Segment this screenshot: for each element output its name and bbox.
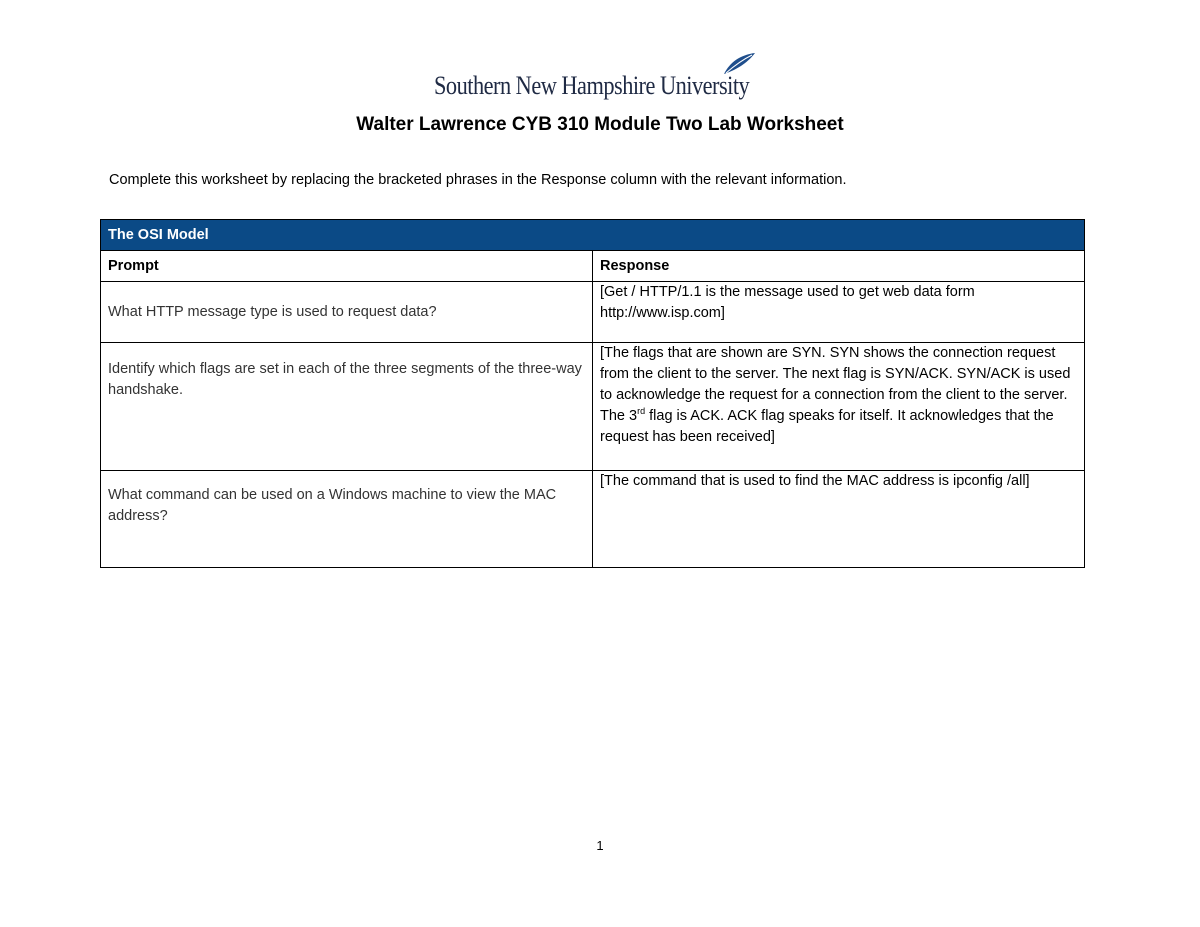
page-title: Walter Lawrence CYB 310 Module Two Lab Worksheet [356, 114, 844, 135]
prompt-cell: What HTTP message type is used to request data? [101, 282, 593, 343]
column-header-row [101, 251, 1085, 282]
table-row [101, 471, 1085, 568]
column-header-prompt: Prompt [101, 251, 593, 282]
prompt-cell: What command can be used on a Windows machine to view the MAC address? [101, 471, 593, 568]
worksheet-table [100, 219, 1085, 568]
leaf-icon [722, 52, 756, 76]
prompt-cell: Identify which flags are set in each of the three segments of the three-way handshake. [101, 343, 593, 471]
table-row [101, 282, 1085, 343]
response-text-continued: flag is ACK. ACK flag speaks for itself. It acknowledges that the request has been received] [600, 408, 1054, 445]
column-header-response: Response [593, 251, 1085, 282]
page-number: 1 [596, 838, 604, 853]
section-header-row [101, 220, 1085, 251]
university-logo [434, 52, 774, 102]
response-cell[interactable]: [The command that is used to find the MAC address is ipconfig /all] [593, 471, 1085, 568]
response-cell[interactable] [593, 343, 1085, 471]
instructions-text: Complete this worksheet by replacing the bracketed phrases in the Response column with the relevant information. [109, 172, 847, 188]
response-cell[interactable]: [Get / HTTP/1.1 is the message used to get web data form http://www.isp.com] [593, 282, 1085, 343]
university-name: Southern New Hampshire University [434, 71, 750, 100]
superscript-ordinal: rd [637, 406, 646, 417]
response-text: [The flags that are shown are SYN. SYN shows the connection request from the client to the server. The next flag is SYN/ACK. SYN/ACK is used to acknowledge the request for a connection from the client to the server. The 3 [600, 345, 1071, 424]
section-title: The OSI Model [101, 220, 1085, 251]
table-row [101, 343, 1085, 471]
